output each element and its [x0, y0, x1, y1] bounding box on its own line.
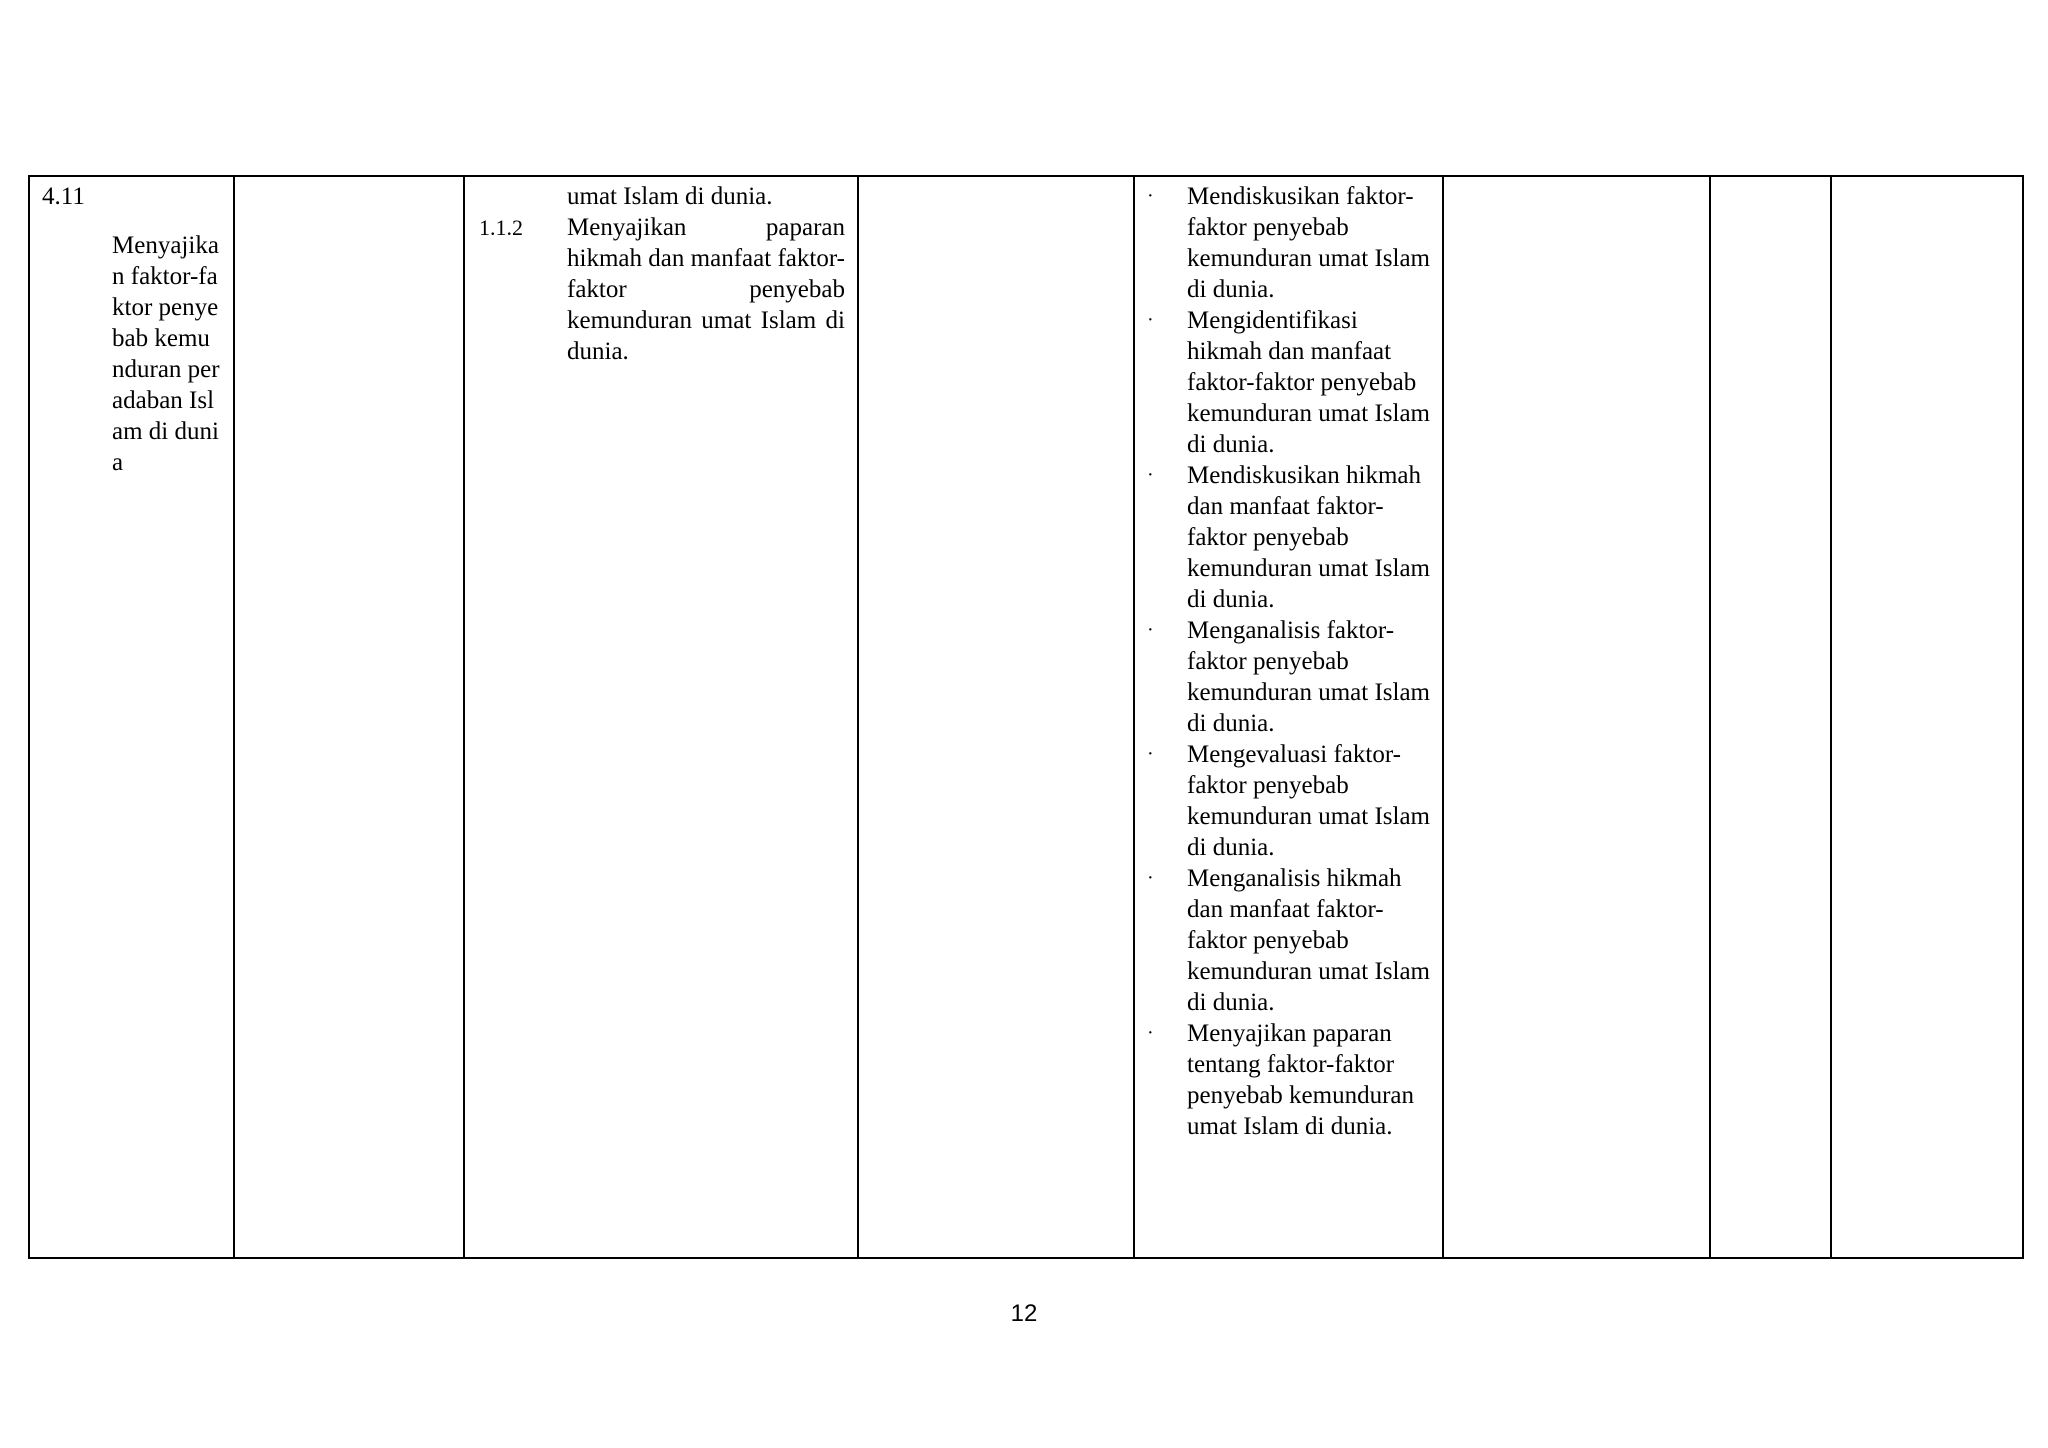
- list-item: [1147, 181, 1430, 305]
- competency-number: 4.11: [42, 183, 85, 210]
- indicator-item: [477, 212, 845, 367]
- activity-text: Mengevaluasi faktor-faktor penyebab kemunduran umat Islam di dunia.: [1187, 741, 1430, 861]
- list-item: [1147, 863, 1430, 1018]
- activity-text: Mendiskusikan faktor-faktor penyebab kemunduran umat Islam di dunia.: [1187, 183, 1430, 303]
- indicator-cell: [464, 176, 858, 1258]
- bullet-icon: ·: [1147, 464, 1154, 486]
- activity-text: Menyajikan paparan tentang faktor-faktor penyebab kemunduran umat Islam di dunia.: [1187, 1020, 1415, 1140]
- table-row: [29, 176, 2023, 1258]
- bullet-icon: ·: [1147, 619, 1154, 641]
- activity-text: Menganalisis faktor-faktor penyebab kemunduran umat Islam di dunia.: [1187, 617, 1430, 737]
- empty-cell-7: [1710, 176, 1831, 1258]
- list-item: [1147, 1018, 1430, 1142]
- bullet-icon: ·: [1147, 867, 1154, 889]
- activity-text: Mendiskusikan hikmah dan manfaat faktor-faktor penyebab kemunduran umat Islam di dunia.: [1187, 462, 1430, 613]
- empty-cell-2: [234, 176, 464, 1258]
- competency-cell: [29, 176, 234, 1258]
- list-item: [1147, 739, 1430, 863]
- bullet-icon: ·: [1147, 1022, 1154, 1044]
- indicator-number: 1.1.2: [479, 215, 523, 240]
- bullet-icon: ·: [1147, 185, 1154, 207]
- list-item: [1147, 460, 1430, 615]
- empty-cell-6: [1443, 176, 1710, 1258]
- activity-list: [1147, 181, 1430, 1142]
- indicator-text: Menyajikan paparan hikmah dan manfaat faktor-faktor penyebab kemunduran umat Islam di dunia.: [567, 214, 845, 365]
- page-number: 12: [1010, 1300, 1038, 1327]
- activity-text: Menganalisis hikmah dan manfaat faktor-faktor penyebab kemunduran umat Islam di dunia.: [1187, 865, 1430, 1016]
- bullet-icon: ·: [1147, 743, 1154, 765]
- list-item: [1147, 305, 1430, 460]
- empty-cell-4: [858, 176, 1134, 1258]
- activity-text: Mengidentifikasi hikmah dan manfaat faktor-faktor penyebab kemunduran umat Islam di dunia.: [1187, 307, 1430, 458]
- competency-text: Menyajikan faktor-faktor penyebab kemunduran peradaban Islam di dunia: [112, 232, 220, 476]
- indicator-continued-text: umat Islam di dunia.: [567, 183, 773, 210]
- empty-cell-8: [1831, 176, 2023, 1258]
- syllabus-table: [28, 175, 2024, 1259]
- list-item: [1147, 615, 1430, 739]
- bullet-icon: ·: [1147, 309, 1154, 331]
- activities-cell: [1134, 176, 1443, 1258]
